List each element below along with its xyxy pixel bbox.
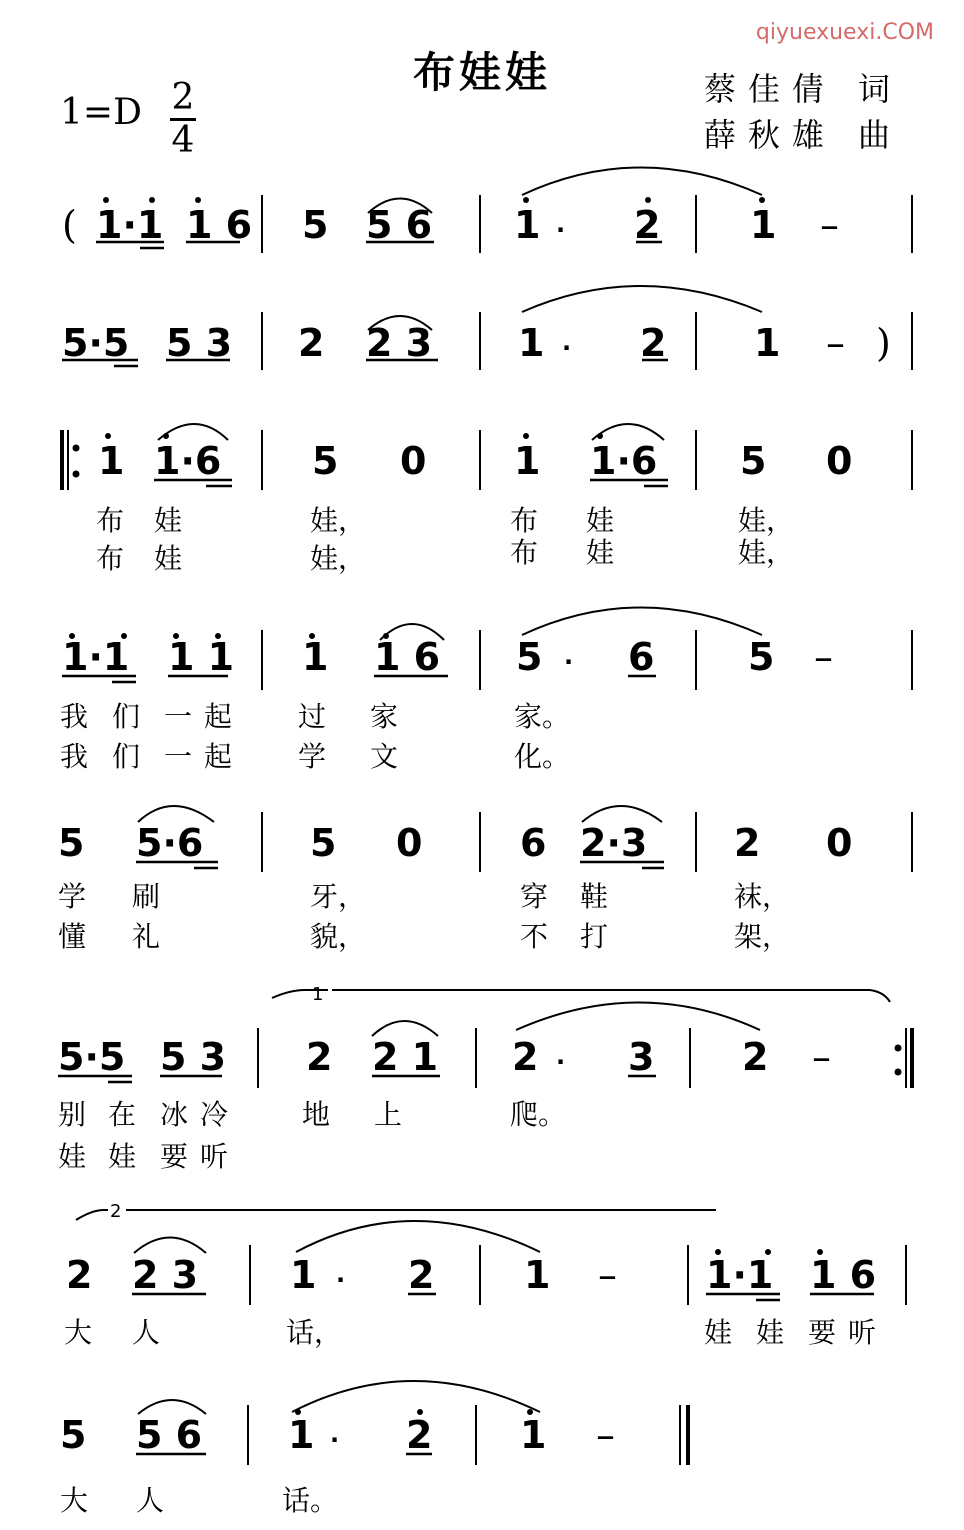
svg-text:1 1: 1 1 (168, 635, 235, 679)
svg-text:·: · (564, 648, 574, 676)
svg-text:2: 2 (512, 1035, 539, 1079)
notes (58, 203, 891, 1457)
svg-text:): ) (876, 321, 891, 365)
svg-text:1: 1 (754, 321, 781, 365)
svg-text:1·1: 1·1 (62, 635, 130, 679)
svg-text:话，: 话， (286, 1316, 343, 1349)
svg-text:·: · (336, 1266, 346, 1294)
svg-text:1 6: 1 6 (810, 1253, 877, 1297)
svg-text:上: 上 (374, 1098, 403, 1131)
composer-credit: 薛秋雄 曲 (703, 116, 902, 154)
svg-text:娃: 娃 (154, 542, 183, 575)
svg-text:5: 5 (302, 203, 329, 247)
svg-text:娃: 娃 (756, 1316, 785, 1349)
svg-text:过: 过 (298, 700, 327, 733)
svg-text:娃: 娃 (704, 1316, 733, 1349)
svg-text:1: 1 (302, 635, 329, 679)
svg-text:貌，: 貌， (310, 920, 367, 953)
svg-text:·: · (556, 1048, 566, 1076)
svg-text:2: 2 (640, 321, 667, 365)
svg-text:2: 2 (742, 1035, 769, 1079)
svg-text:地: 地 (302, 1098, 331, 1131)
svg-text:人: 人 (132, 1316, 161, 1349)
svg-text:5: 5 (58, 821, 85, 865)
svg-text:5: 5 (516, 635, 543, 679)
svg-text:布: 布 (96, 504, 125, 537)
key-signature: 1=D (60, 92, 142, 133)
svg-text:–: – (596, 1413, 615, 1457)
svg-text:布: 布 (96, 542, 125, 575)
svg-text:2: 2 (66, 1253, 93, 1297)
svg-text:3: 3 (628, 1035, 655, 1079)
svg-text:家。: 家。 (514, 700, 571, 733)
svg-text:们: 们 (112, 740, 141, 773)
svg-text:1: 1 (520, 1413, 547, 1457)
svg-text:(: ( (62, 203, 77, 247)
lyricist-credit: 蔡佳倩 词 (703, 70, 902, 108)
svg-text:5 3: 5 3 (166, 321, 233, 365)
svg-text:1: 1 (98, 439, 125, 483)
svg-text:我: 我 (60, 740, 89, 773)
svg-text:–: – (826, 321, 845, 365)
svg-text:1: 1 (750, 203, 777, 247)
svg-text:6: 6 (628, 635, 655, 679)
svg-text:牙，: 牙， (310, 880, 367, 913)
svg-text:2 3: 2 3 (366, 321, 433, 365)
svg-text:学: 学 (58, 880, 87, 913)
svg-text:家: 家 (370, 700, 399, 733)
svg-text:要: 要 (808, 1316, 837, 1349)
svg-text:冷: 冷 (200, 1098, 229, 1131)
svg-text:娃: 娃 (586, 536, 615, 569)
svg-text:我: 我 (60, 700, 89, 733)
svg-text:0: 0 (826, 439, 853, 483)
svg-text:5: 5 (312, 439, 339, 483)
svg-text:布: 布 (510, 504, 539, 537)
svg-text:布: 布 (510, 536, 539, 569)
svg-text:–: – (820, 203, 839, 247)
svg-text:5 3: 5 3 (160, 1035, 227, 1079)
svg-text:2: 2 (734, 821, 761, 865)
svg-text:1: 1 (518, 321, 545, 365)
svg-text:2 3: 2 3 (132, 1253, 199, 1297)
svg-text:文: 文 (370, 740, 399, 773)
svg-text:打: 打 (580, 920, 609, 953)
svg-text:起: 起 (204, 700, 233, 733)
svg-text:礼: 礼 (132, 920, 161, 953)
svg-text:起: 起 (204, 740, 233, 773)
svg-text:在: 在 (108, 1098, 137, 1131)
svg-text:1: 1 (288, 1413, 315, 1457)
time-numerator: 2 (171, 77, 195, 118)
svg-text:们: 们 (112, 700, 141, 733)
svg-text:2: 2 (306, 1035, 333, 1079)
svg-text:鞋: 鞋 (580, 880, 609, 913)
svg-text:娃，: 娃， (738, 504, 795, 537)
svg-text:2·3: 2·3 (580, 821, 648, 865)
svg-text:1·6: 1·6 (154, 439, 222, 483)
svg-text:2: 2 (634, 203, 661, 247)
svg-text:1·1: 1·1 (706, 1253, 774, 1297)
svg-text:1: 1 (524, 1253, 551, 1297)
svg-text:5: 5 (748, 635, 775, 679)
svg-text:5·5: 5·5 (62, 321, 130, 365)
svg-text:刷: 刷 (132, 880, 161, 913)
svg-text:1: 1 (514, 439, 541, 483)
svg-text:2 1: 2 1 (372, 1035, 439, 1079)
svg-text:0: 0 (396, 821, 423, 865)
svg-text:2: 2 (408, 1253, 435, 1297)
svg-text:化。: 化。 (514, 740, 571, 773)
time-denominator: 4 (171, 120, 195, 161)
svg-text:5: 5 (740, 439, 767, 483)
svg-text:冰: 冰 (160, 1098, 189, 1131)
svg-text:听: 听 (848, 1316, 877, 1349)
svg-text:一: 一 (164, 700, 193, 733)
svg-text:0: 0 (400, 439, 427, 483)
svg-text:2: 2 (406, 1413, 433, 1457)
svg-text:·: · (330, 1426, 340, 1454)
svg-text:听: 听 (200, 1140, 229, 1173)
svg-text:娃: 娃 (58, 1140, 87, 1173)
svg-text:5·5: 5·5 (58, 1035, 126, 1079)
svg-text:–: – (598, 1253, 617, 1297)
svg-text:0: 0 (826, 821, 853, 865)
svg-text:娃: 娃 (154, 504, 183, 537)
svg-text:5: 5 (60, 1413, 87, 1457)
svg-text:5 6: 5 6 (136, 1413, 203, 1457)
watermark: qiyuexuexi.COM (755, 20, 934, 45)
svg-text:娃: 娃 (586, 504, 615, 537)
svg-text:·: · (556, 216, 566, 244)
svg-text:1 6: 1 6 (186, 203, 253, 247)
svg-text:–: – (812, 1035, 831, 1079)
svg-text:1: 1 (514, 203, 541, 247)
svg-text:穿: 穿 (520, 880, 549, 913)
volta-1-label: 1 (312, 984, 324, 1005)
svg-text:–: – (814, 635, 833, 679)
svg-text:别: 别 (58, 1098, 87, 1131)
svg-text:5·6: 5·6 (136, 821, 204, 865)
svg-text:1·1: 1·1 (96, 203, 164, 247)
svg-text:懂: 懂 (58, 920, 87, 953)
svg-text:大: 大 (64, 1316, 93, 1349)
svg-text:2: 2 (298, 321, 325, 365)
svg-text:架，: 架， (734, 920, 791, 953)
svg-text:娃，: 娃， (310, 504, 367, 537)
svg-text:一: 一 (164, 740, 193, 773)
svg-text:不: 不 (520, 920, 549, 953)
svg-text:娃，: 娃， (738, 536, 795, 569)
svg-text:1 6: 1 6 (374, 635, 441, 679)
svg-text:要: 要 (160, 1140, 189, 1173)
svg-text:娃: 娃 (108, 1140, 137, 1173)
svg-text:5 6: 5 6 (366, 203, 433, 247)
volta-2-label: 2 (110, 1201, 122, 1222)
svg-text:1: 1 (290, 1253, 317, 1297)
svg-text:话。: 话。 (282, 1484, 339, 1517)
svg-text:袜，: 袜， (734, 880, 791, 913)
svg-text:1·6: 1·6 (590, 439, 658, 483)
svg-text:娃，: 娃， (310, 542, 367, 575)
svg-text:学: 学 (298, 740, 327, 773)
svg-text:人: 人 (136, 1484, 165, 1517)
svg-text:大: 大 (60, 1484, 89, 1517)
svg-text:5: 5 (310, 821, 337, 865)
svg-text:·: · (562, 334, 572, 362)
song-title: 布娃娃 (412, 48, 551, 97)
svg-text:6: 6 (520, 821, 547, 865)
svg-text:爬。: 爬。 (510, 1098, 567, 1131)
